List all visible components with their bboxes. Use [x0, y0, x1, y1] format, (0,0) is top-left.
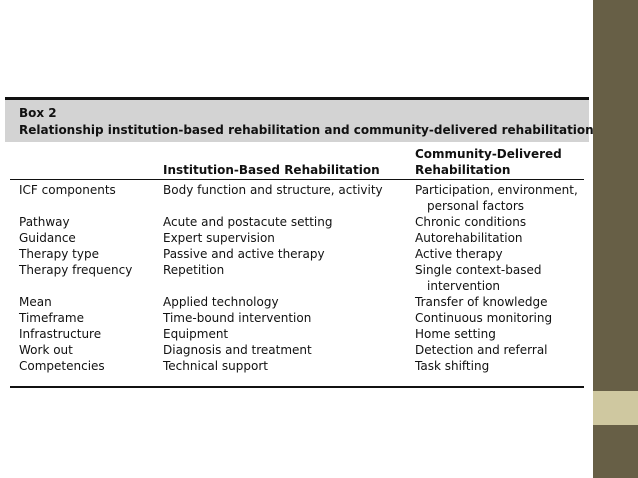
row-community: Home setting [415, 327, 496, 341]
header-rule [10, 179, 584, 180]
row-institution: Time-bound intervention [163, 311, 312, 325]
row-item: Competencies [19, 359, 105, 373]
table-row [5, 230, 589, 246]
row-community: Autorehabilitation [415, 231, 523, 245]
box-label: Box 2 [19, 106, 57, 120]
table-row [5, 182, 589, 214]
row-item: Therapy type [19, 247, 99, 261]
row-item: Infrastructure [19, 327, 102, 341]
row-community: Task shifting [415, 359, 490, 373]
row-item: ICF components [19, 183, 116, 197]
table-row [5, 214, 589, 230]
row-item: Work out [19, 343, 73, 357]
column-header-community [415, 146, 562, 178]
row-community: Transfer of knowledge [415, 295, 548, 309]
row-institution: Passive and active therapy [163, 247, 325, 261]
row-institution: Acute and postacute setting [163, 215, 333, 229]
row-institution: Expert supervision [163, 231, 275, 245]
table-row [5, 294, 589, 310]
row-institution: Body function and structure, activity [163, 183, 383, 197]
column-header-institution: Institution-Based Rehabilitation [163, 163, 380, 177]
row-community: Continuous monitoring [415, 311, 553, 325]
row-item: Therapy frequency [19, 263, 133, 277]
table-row [5, 310, 589, 326]
row-institution: Repetition [163, 263, 225, 277]
column-header-community-line2: Rehabilitation [415, 163, 511, 177]
box-header [5, 97, 594, 142]
row-item: Guidance [19, 231, 76, 245]
row-community: Active therapy [415, 247, 503, 261]
table-row [5, 342, 589, 358]
table-row [5, 262, 589, 294]
box-title: Relationship institution-based rehabilitation and community-delivered rehabilitation [19, 123, 594, 137]
row-item: Mean [19, 295, 52, 309]
table-body [5, 182, 589, 374]
row-institution: Applied technology [163, 295, 279, 309]
row-institution: Equipment [163, 327, 229, 341]
row-community: Single context-based intervention [415, 263, 542, 293]
table-row [5, 326, 589, 342]
row-community: Detection and referral [415, 343, 548, 357]
table-row [5, 246, 589, 262]
row-item: Pathway [19, 215, 70, 229]
bottom-rule [10, 386, 584, 388]
box-2-table [5, 97, 594, 390]
row-institution: Diagnosis and treatment [163, 343, 312, 357]
sidebar-accent-block [593, 391, 638, 425]
row-institution: Technical support [163, 359, 268, 373]
row-community: Chronic conditions [415, 215, 527, 229]
row-community: Participation, environment, personal factors [415, 183, 578, 213]
table-row [5, 358, 589, 374]
row-item: Timeframe [19, 311, 84, 325]
column-header-community-line1: Community-Delivered [415, 147, 562, 161]
